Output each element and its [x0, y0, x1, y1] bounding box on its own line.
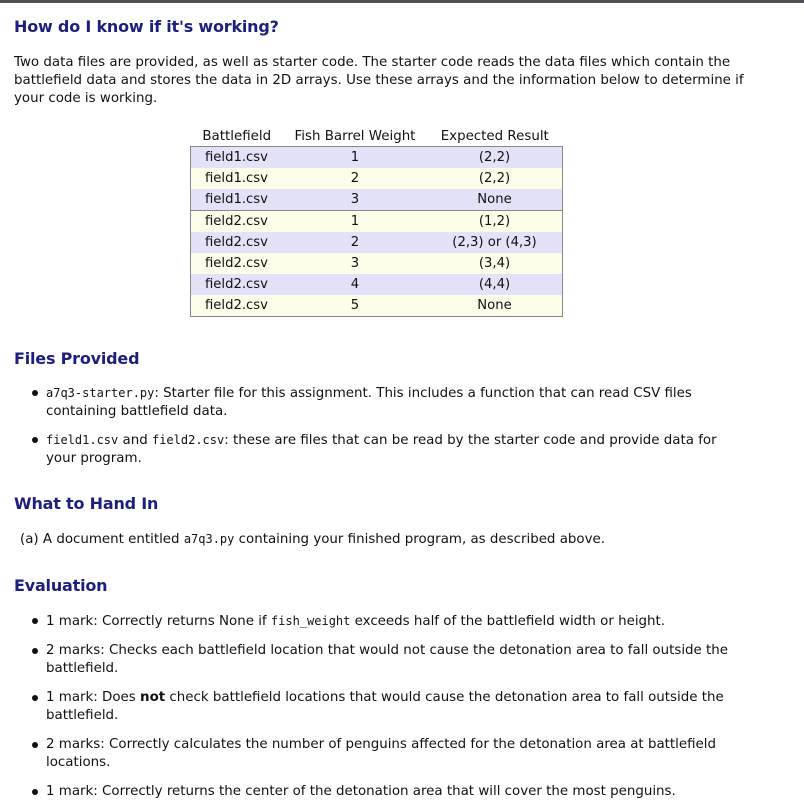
list-item [30, 783, 740, 801]
list-item-text: 2 marks: Checks each battlefield location that would not cause the detonation area to fall outside the battlefield. [46, 643, 729, 676]
cell-result: None [427, 189, 563, 211]
table-row [191, 168, 563, 189]
cell-weight: 3 [283, 189, 427, 211]
bullet-icon [32, 437, 38, 443]
bullet-icon [32, 618, 38, 624]
table-row [191, 147, 563, 169]
filename-field2: field2.csv [151, 433, 225, 447]
bullet-icon [32, 695, 38, 701]
bullet-icon [32, 742, 38, 748]
cell-battlefield: field1.csv [191, 168, 284, 189]
evaluation-list [30, 612, 740, 801]
list-item-text: and [118, 433, 152, 448]
heading-how-do-i-know: How do I know if it's working? [14, 17, 279, 36]
list-item-text: 1 mark: Correctly returns None if [46, 614, 271, 629]
cell-result: (4,4) [427, 274, 563, 295]
cell-battlefield: field1.csv [191, 189, 284, 211]
table-row [191, 232, 563, 253]
table-row [191, 295, 563, 317]
filename-field1: field1.csv [46, 433, 119, 447]
table-row [191, 253, 563, 274]
hand-in-suffix: containing your finished program, as described above. [234, 532, 606, 547]
cell-result: (3,4) [427, 253, 563, 274]
cell-battlefield: field1.csv [191, 147, 284, 169]
cell-result: (2,3) or (4,3) [427, 232, 563, 253]
list-item [30, 736, 740, 772]
list-item-text: 1 mark: Does [46, 690, 141, 705]
table-header-row [191, 126, 563, 147]
intro-paragraph: Two data files are provided, as well as starter code. The starter code reads the data files which contain the battlefield data and stores the data in 2D arrays. Use these arrays and the information below to determine if your code is working. [14, 55, 744, 106]
cell-battlefield: field2.csv [191, 274, 284, 295]
list-item [30, 431, 740, 468]
cell-result: (2,2) [427, 168, 563, 189]
table-row [191, 189, 563, 211]
cell-battlefield: field2.csv [191, 253, 284, 274]
cell-battlefield: field2.csv [191, 232, 284, 253]
list-item [30, 384, 740, 421]
heading-what-to-hand-in: What to Hand In [14, 494, 159, 513]
cell-battlefield: field2.csv [191, 295, 284, 317]
list-item [30, 612, 740, 631]
list-item-text: 2 marks: Correctly calculates the number of penguins affected for the detonation area at battlefield locations. [46, 737, 717, 770]
cell-result: None [427, 295, 563, 317]
bullet-icon [32, 390, 38, 396]
code-fish-weight: fish_weight [270, 614, 351, 628]
hand-in-prefix: (a) A document entitled [20, 532, 184, 547]
cell-weight: 2 [283, 168, 427, 189]
heading-files-provided: Files Provided [14, 349, 140, 368]
cell-weight: 3 [283, 253, 427, 274]
table-row [191, 274, 563, 295]
filename-a7q3: a7q3.py [183, 532, 235, 546]
list-item-text: exceeds half of the battlefield width or height. [350, 614, 666, 629]
list-item-text: : these are files that can be read by the starter code and provide data for your program. [46, 433, 717, 466]
cell-weight: 1 [283, 211, 427, 233]
header-battlefield: Battlefield [202, 128, 272, 144]
list-item-text: check battlefield locations that would cause the detonation area to fall outside the battlefield. [46, 690, 724, 723]
filename-starter: a7q3-starter.py [46, 386, 155, 400]
list-item-text: : Starter file for this assignment. This includes a function that can read CSV files containing battlefield data. [46, 386, 692, 419]
cell-weight: 2 [283, 232, 427, 253]
header-expected-result: Expected Result [440, 128, 549, 144]
expected-results-table [190, 126, 563, 317]
emphasis-not: not [140, 690, 166, 705]
cell-weight: 4 [283, 274, 427, 295]
heading-evaluation: Evaluation [14, 576, 108, 595]
files-provided-list [30, 384, 740, 468]
list-item-text: 1 mark: Correctly returns the center of the detonation area that will cover the most penguins. [46, 784, 676, 799]
cell-battlefield: field2.csv [191, 211, 284, 233]
cell-result: (1,2) [427, 211, 563, 233]
header-fish-barrel-weight: Fish Barrel Weight [294, 128, 416, 144]
cell-result: (2,2) [427, 147, 563, 169]
cell-weight: 5 [283, 295, 427, 317]
table-row [191, 211, 563, 233]
bullet-icon [32, 648, 38, 654]
bullet-icon [32, 789, 38, 795]
cell-weight: 1 [283, 147, 427, 169]
list-item [30, 642, 740, 678]
hand-in-item [20, 530, 605, 549]
list-item [30, 689, 740, 725]
